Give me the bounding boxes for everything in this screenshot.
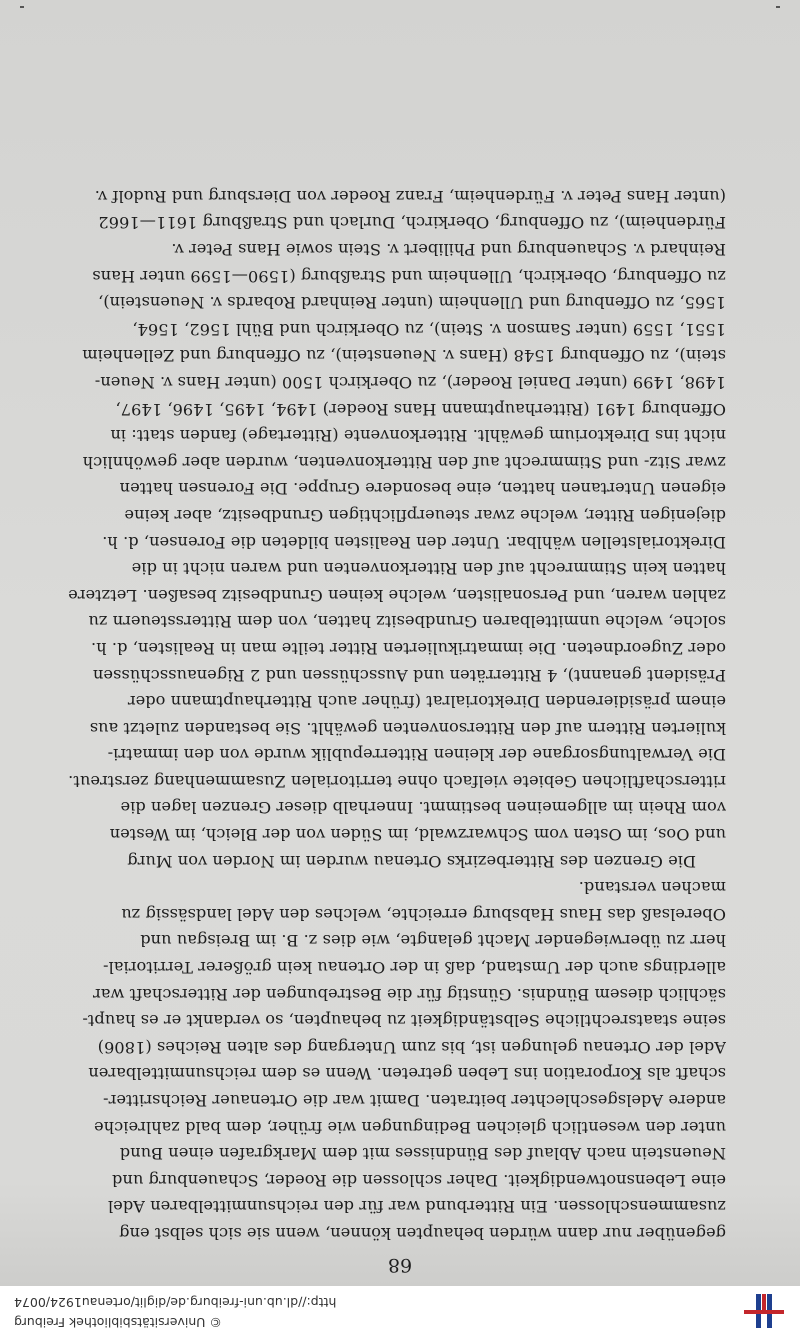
text-line: nicht ins Direktorium gewählt. Ritterkonvente (Rittertage) fanden statt: in [110, 426, 726, 446]
text-line: 1498, 1499 (unter Daniel Roeder), zu Oberkirch 1500 (unter Hans v. Neuen- [94, 373, 726, 392]
text-line: eigenen Untertanen hatten, eine besondere Gruppe. Die Forensen hatten [119, 479, 726, 499]
text-line: Neuenstein nach Ablauf des Bündnisses mit dem Markgrafen einen Bund [119, 1144, 726, 1164]
text-line: seine staatsrechtliche Selbständigkeit zu behaupten, so verdankt er es haupt- [82, 1011, 726, 1031]
text-line: Offenburg 1491 (Ritterhauptmann Hans Roeder) 1494, 1495, 1496, 1497, [115, 399, 726, 419]
text-line: Reinhard v. Schauenburg und Philibert v. Stein sowie Hans Peter v. [171, 240, 726, 260]
text-line: sächlich diesem Bündnis. Günstig für die Bestrebungen der Ritterschaft war [93, 984, 726, 1004]
text-line: vom Rhein im allgemeinen bestimmt. Innerhalb dieser Grenzen lagen die [120, 798, 726, 818]
viewer-header [0, 1285, 800, 1336]
text-line: oder Zugeordneten. Die immatrikulierten Ritter teilte man in Realisten, d. h. [90, 638, 726, 658]
text-line: zu Offenburg, Oberkirch, Ullenheim und Straßburg (1590—1599 unter Hans [92, 266, 726, 286]
text-line: zusammenschlossen. Ein Ritterbund war für den reichsunmittelbaren Adel [107, 1197, 726, 1217]
text-line: gegenüber nur dann würden behaupten können, wenn sie sich selbst eng [119, 1224, 726, 1243]
text-line: 1565, zu Offenburg und Ullenheim (unter Reinhard Robards v. Neuenstein), [98, 293, 726, 313]
text-line: schaft als Korporation ins Leben getreten. Wenn es dem reichsunmittelbaren [88, 1064, 726, 1084]
text-line: und Oos, im Osten vom Schwarzwald, im Süden von der Bleich, im Westen [109, 825, 726, 845]
text-line: unter den wesentlich gleichen Bedingungen wie früher, dem bald zahlreiche [94, 1117, 726, 1137]
copyright-notice: © Universitätsbibliothek Freiburg [14, 1315, 222, 1330]
page-body-text [56, 182, 726, 1246]
text-line: herr zu überwiegender Macht gelangte, wie dies z. B. im Breisgau und [140, 931, 726, 951]
text-line: diejenigen Ritter, welche zwar steuerpflichtigen Grundbesitz, aber keine [124, 505, 726, 525]
text-line: allerdings auch der Umstand, daß in der Ortenau kein größerer Territorial- [103, 958, 726, 978]
scan-edge-mark [776, 6, 780, 8]
text-line: kulierten Rittern auf den Rittersonventen gewählt. Sie bestanden zuletzt aus [89, 718, 726, 738]
text-line: hatten kein Stimmrecht auf den Ritterkonventen und waren nicht in die [131, 559, 726, 579]
text-line: Direktorialstellen wählbar. Unter den Realisten bildeten die Forensen, d. h. [102, 532, 726, 552]
text-line: zahlen waren, und Personalisten, welche keinen Grundbesitz besaßen. Letztere [68, 585, 726, 605]
university-logo-icon[interactable] [742, 1292, 786, 1330]
text-line: (unter Hans Peter v. Fürdenheim, Franz Roeder von Diersburg und Rudolf v. [94, 186, 726, 206]
text-line: 1551, 1559 (unter Samson v. Stein), zu Oberkirch und Bühl 1562, 1564, [132, 319, 726, 339]
text-line: Oberelsaß das Haus Habsburg erreichte, welches den Adel landsässig zu [121, 904, 726, 924]
text-line: Adel der Ortenau gelungen ist, bis zum Untergang des alten Reiches (1806) [97, 1037, 726, 1057]
text-line: andere Adelsgeschlechter beitraten. Damit war die Ortenauer Reichsritter- [103, 1091, 726, 1111]
text-line: Die Grenzen des Ritterbezirks Ortenau wurden im Norden von Murg [127, 851, 696, 871]
text-line: stein), zu Offenburg 1548 (Hans v. Neuenstein), zu Offenburg und Zellenheim [82, 346, 726, 366]
document-url[interactable]: http://dl.ub.uni-freiburg.de/diglit/ortenau1924/0074 [14, 1295, 337, 1310]
text-line: Präsident genannt), 4 Ritterräten und Ausschüssen und 2 Rigenausschüssen [92, 665, 726, 685]
page-number: 68 [387, 1254, 413, 1276]
scan-edge-mark [20, 6, 24, 8]
text-line: zwar Sitz- und Stimmrecht auf den Ritterkonventen, wurden aber gewöhnlich [82, 452, 726, 472]
text-line: solche, welche unmittelbaren Grundbesitz hatten, von dem Ritterssteuern zu [88, 612, 726, 632]
text-line: Fürdenheim), zu Offenburg, Oberkirch, Durlach und Straßburg 1611—1662 [98, 213, 726, 233]
text-line: Die Verwaltungsorgane der kleinen Ritterrepublik wurde von den immatri- [107, 745, 726, 765]
text-line: ritterschaftlichen Gebiete vielfach ohne territorialen Zusammenhang zerstreut. [68, 771, 726, 791]
text-line: eine Lebensnotwendigkeit. Daher schlossen die Roeder, Schauenburg und [111, 1170, 726, 1190]
text-line: machen verstand. [578, 878, 726, 898]
text-line: einem präsidierenden Direktorialrat (früher auch Ritterhauptmann oder [127, 692, 726, 712]
